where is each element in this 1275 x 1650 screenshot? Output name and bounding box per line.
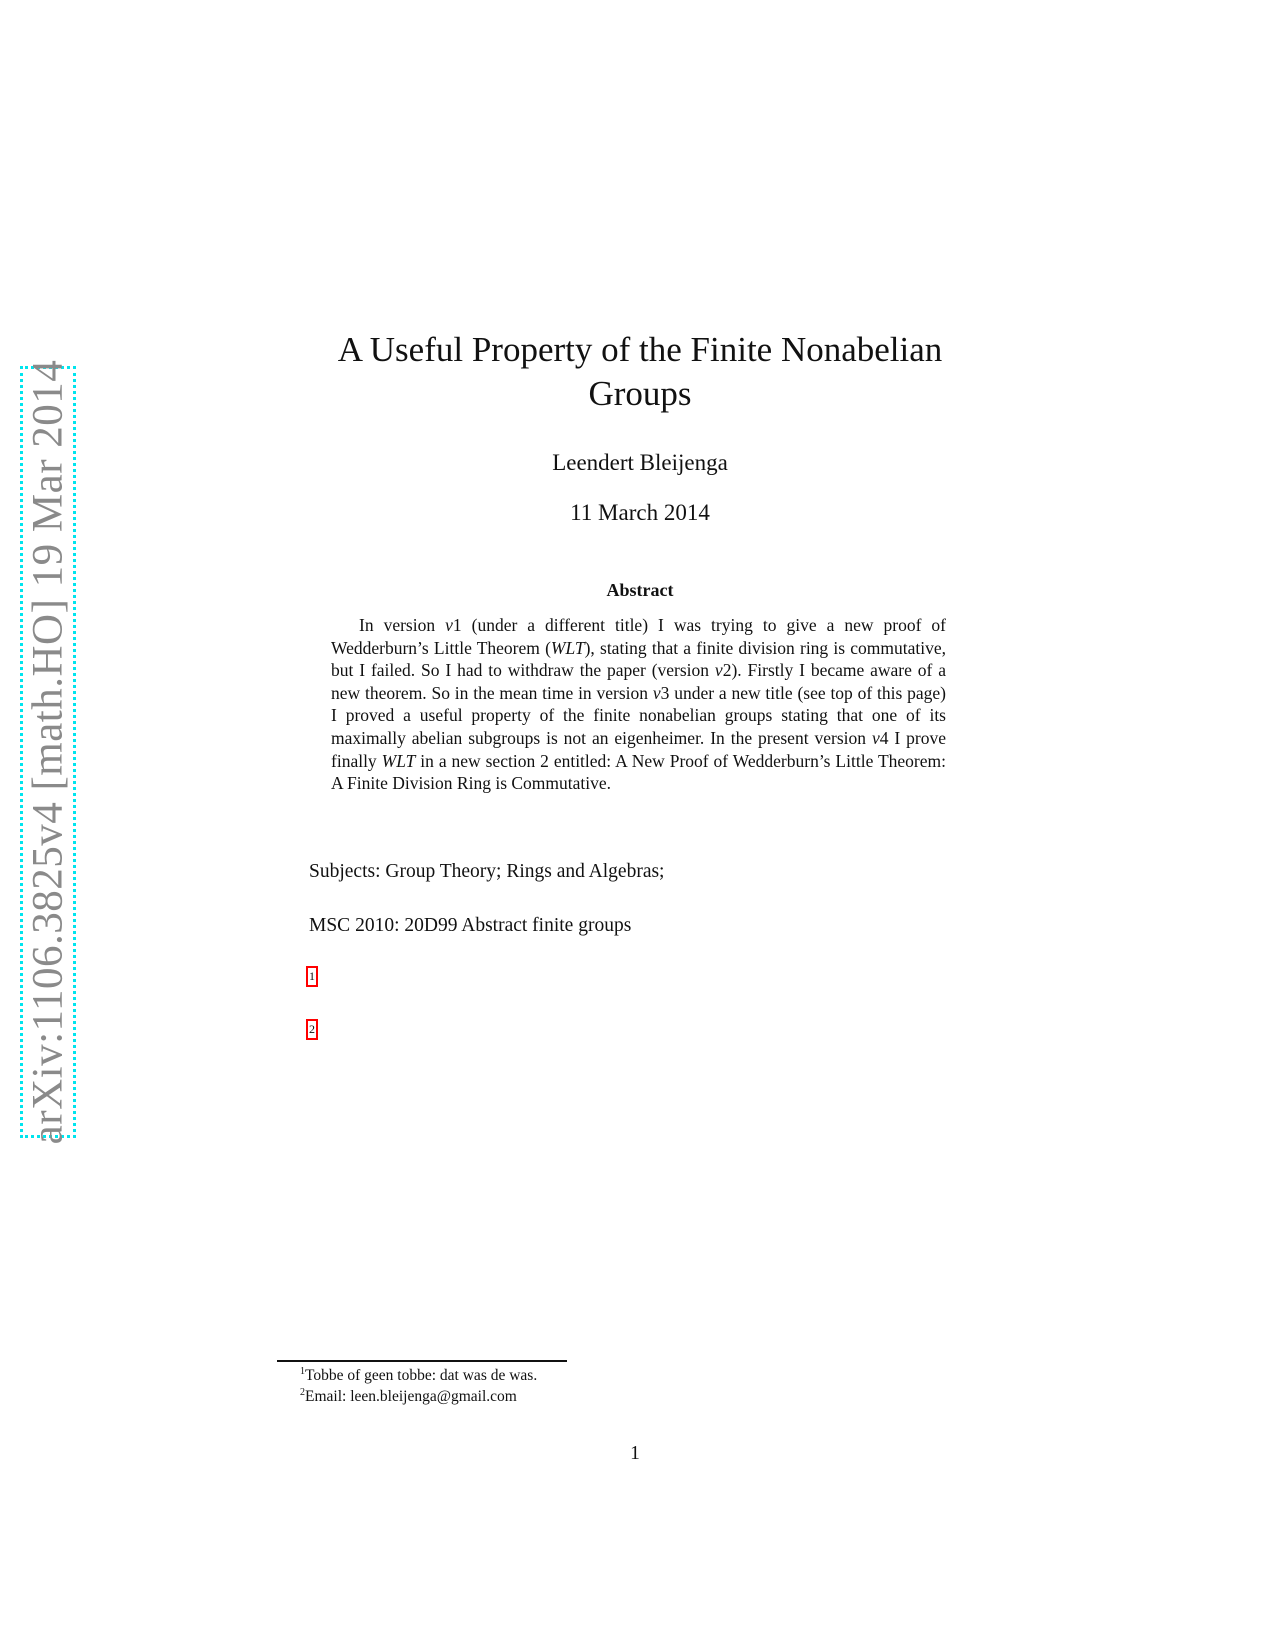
- arxiv-stamp[interactable]: [20, 359, 76, 1145]
- footnote-1: $^1$Tobbe of geen tobbe: dat was de was.: [300, 1366, 538, 1384]
- arxiv-stamp-text: arXiv:1106.3825v4 [math.HO] 19 Mar 2014: [24, 359, 72, 1145]
- subjects: Subjects: Group Theory; Rings and Algebras;: [309, 861, 665, 882]
- date: 11 March 2014: [570, 500, 710, 525]
- footnote-link-1[interactable]: 1: [306, 966, 318, 987]
- footnote-link-2[interactable]: 2: [306, 1019, 318, 1040]
- abstract-heading: Abstract: [606, 580, 674, 600]
- paper-title: A Useful Property of the Finite Nonabelian Groups: [337, 330, 943, 413]
- footnote-2: $^2$Email: leen.bleijenga@gmail.com: [300, 1387, 517, 1405]
- footnote-rule: [277, 1360, 567, 1362]
- msc-classification: MSC 2010: 20D99 Abstract finite groups: [309, 915, 632, 936]
- abstract-body: In version v1 (under a different title) I was trying to give a new proof of Wedderburn’s Little Theorem (WLT), stating that a finite division ring is commutative, but I failed. So I had to withdraw the paper (version v2). Firstly I became aware of a new theorem. So in the mean time in version v3 under a new title (see top of this page) I proved a useful property of the finite nonabelian groups stating that one of its maximally abelian subgroups is not an eigenheimer. In the present version v4 I prove finally WLT in a new section 2 entitled: A New Proof of Wedderburn’s Little Theorem: A Finite Division Ring is Commutative.: [331, 615, 946, 794]
- author: Leendert Bleijenga: [552, 450, 728, 475]
- page-number: 1: [630, 1443, 640, 1464]
